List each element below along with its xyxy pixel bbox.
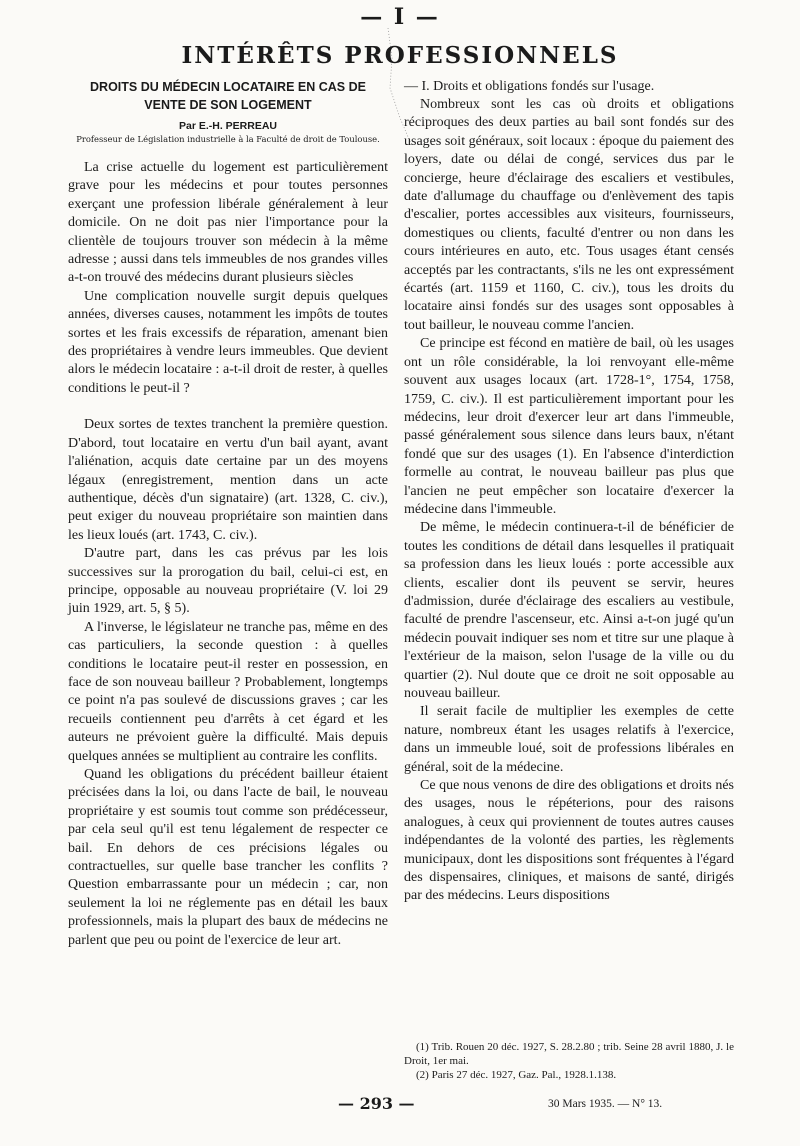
footnotes	[404, 1040, 734, 1082]
right-column	[404, 78, 734, 906]
paragraph: A l'inverse, le législateur ne tranche pas, même en des cas particuliers, la seconde question : à quelles conditions le locataire peut-il rester en possession, en face de son nouveau bailleur ? Probablement, longtemps ce point n'a pas soulevé de discussions graves ; car les recueils contiennent peu d'arrêts à cet égard et les auteurs ne prévoient guère la difficulté. Mais depuis quelques années se multiplient au contraire les conflits.	[68, 619, 388, 764]
paragraph: La crise actuelle du logement est particulièrement grave pour les médecins et pour toutes personnes exerçant une profession libérale généralement à leur domicile. On ne doit pas nier l'importance pour la clientèle de toujours trouver son médecin à la même adresse ; aussi dans tels immeubles de nos grandes villes a-t-on trouvé des médecins durant plusieurs siècles	[68, 160, 388, 286]
paragraph: Une complication nouvelle surgit depuis quelques années, diverses causes, notamment les impôts de toutes sortes et les frais excessifs de réparation, amenant bien des propriétaires à vendre leurs immeubles. Que devient alors le médecin locataire : a-t-il droit de rester, à quelles conditions le peut-il ?	[68, 288, 388, 396]
paragraph: Deux sortes de textes tranchent la première question. D'abord, tout locataire en vertu d'un bail ayant, avant l'aliénation, acquis date certaine par un des moyens légaux (enregistrement, mention dans un acte authentique, décès d'un signataire) (art. 1328, C. civ.), peut exiger du nouveau propriétaire son maintien dans les lieux loués (art. 1743, C. civ.).	[68, 417, 388, 543]
footnote: (1) Trib. Rouen 20 déc. 1927, S. 28.2.80 ; trib. Seine 28 avril 1880, J. le Droit, 1er mai.	[404, 1041, 734, 1067]
paragraph: De même, le médecin continuera-t-il de bénéficier de toutes les conditions de détail dans lesquelles il pratiquait sa profession dans les lieux loués : porte accessible aux clients, escalier dont ils peuvent se servir, heures d'admission, durée d'éclairage des escaliers au vestibule, faculté de prendre l'ascenseur, etc. Ainsi a-t-on jugé qu'un médecin pouvait indiquer ses nom et titre sur une plaque à l'extérieur de la maison, selon l'usage de la ville ou du quartier (2). Nul doute que ce droit ne soit opposable au nouveau bailleur.	[404, 520, 734, 701]
article-title: DROITS DU MÉDECIN LOCATAIRE EN CAS DE VENTE DE SON LOGEMENT	[90, 80, 366, 112]
left-column	[68, 78, 388, 950]
paragraph: Ce principe est fécond en matière de bail, où les usages ont un rôle considérable, la loi renvoyant elle-même souvent aux usages locaux (art. 1728-1°, 1754, 1758, 1759, C. civ.). Il est particulièrement important pour les médecins, leur droit d'exercer leur art dans l'immeuble, passé généralement sous silence dans leurs baux, n'étant fondé que sur des usages (1). En l'absence d'interdiction formelle au contrat, le nouveau bailleur pas plus que l'ancien ne peut empêcher son locataire d'exercer la médecine dans l'immeuble.	[404, 336, 734, 517]
paragraph: Nombreux sont les cas où droits et obligations réciproques des deux parties au bail sont fondés sur des usages soit généraux, soit locaux : époque du paiement des loyers, date ou délai de congé, services dus par le concierge, heure d'éclairage des escaliers et vestibules, date d'allumage du chauffage ou d'enlèvement des tapis d'escalier, portes accessibles aux visiteurs, fournisseurs, domestiques ou clients, faculté d'entrer ou non dans les cours intérieures en auto, etc. Tous usages étant censés acceptés par les contractants, s'ils ne les ont expressément écartés (art. 1159 et 1160, C. civ.), tous les droits du locataire ainsi fondés sur des usages sont opposables à tout bailleur, le nouveau comme l'ancien.	[404, 97, 734, 333]
author-byline: Par E.-H. PERREAU	[178, 120, 278, 132]
footnote: (2) Paris 27 déc. 1927, Gaz. Pal., 1928.1.138.	[416, 1069, 617, 1081]
paragraph: Quand les obligations du précédent bailleur étaient précisées dans la loi, ou dans l'acte de bail, le nouveau propriétaire y est soumis tout comme son prédécesseur, par cela seul qu'il est tenu légalement de respecter ce bail. En dehors de ces précisions légales ou contractuelles, sur quelle base trancher les conflits ? Question embarrassante pour un médecin ; car, non seulement la loi ne réglemente pas en détail les baux professionnels, mais la plupart des baux de médecins ne parlent que peu ou point de l'exercice de leur art.	[68, 767, 388, 948]
page-folio: — 293 —	[338, 1094, 415, 1113]
section-title: INTÉRÊTS PROFESSIONNELS	[181, 42, 619, 69]
issue-date: 30 Mars 1935. — N° 13.	[548, 1098, 663, 1110]
paragraph: Ce que nous venons de dire des obligations et droits nés des usages, nous le répéterions, pour des raisons analogues, à ceux qui proviennent de toutes autres causes indépendantes de la volonté des parties, les règlements municipaux, dont les dispositions sont fréquentes à l'égard des dispensaires, cliniques, et maisons de santé, dirigés par des médecins. Leurs dispositions	[404, 778, 734, 904]
paragraph: D'autre part, dans les cas prévus par les lois successives sur la prorogation du bail, celui-ci est, en principe, opposable au nouveau propriétaire (V. loi 29 juin 1929, art. 5, § 5).	[68, 546, 388, 617]
paragraph: Il serait facile de multiplier les exemples de cette nature, nombreux étant les usages relatifs à l'exercice, dans un immeuble loué, soit de professions libérales en général, soit de la médecine.	[404, 704, 734, 775]
author-affiliation: Professeur de Législation industrielle à la Faculté de droit de Toulouse.	[76, 134, 380, 144]
page-number: — I —	[360, 4, 440, 30]
section-heading: — I. Droits et obligations fondés sur l'usage.	[404, 79, 655, 94]
